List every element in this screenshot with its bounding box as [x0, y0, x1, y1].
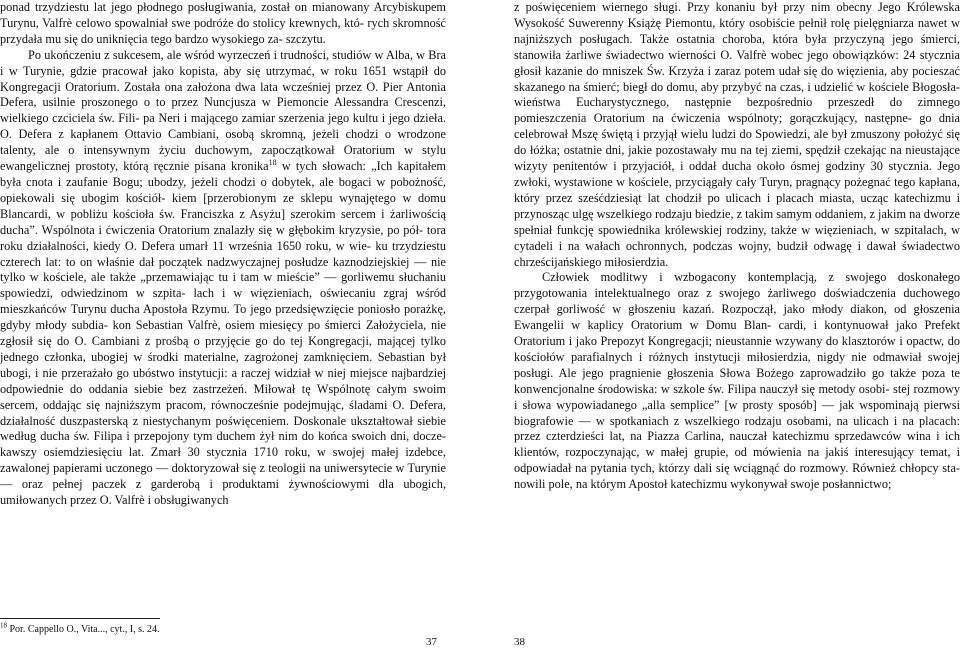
- text-line: i tam w mieście” — gorliwemu słuchaniu spowiedzi, odwiedzinom w szpita-: [0, 270, 446, 301]
- text-line: stej rozmowy i słowa wypowiadanego „alla semplice” [w prosty sposób] —: [514, 381, 960, 412]
- text-line: pa Neri i mającego zamiar szerzenia jego kultu i jego dzieła. O. Defera: [0, 111, 446, 142]
- text-line: w Alba, w Bra i w Turynie, gdzie pracował jako kopista, aby się utrzymać,: [0, 47, 446, 78]
- paragraph-preaching: [514, 270, 960, 493]
- text-line: zmuszony położyć się do łóżka; ostatnie dni, jakie pozostawały mu na tej: [514, 127, 960, 158]
- paragraph-studies-and-oratory: [0, 48, 446, 509]
- text-line: kawszy osiemdziesięciu lat. Zmarł 30 stycznia 1710 roku, w swojej małej: [0, 445, 399, 460]
- text-line: O. Valfrè wobec jego obowiązków: 24 stycznia głosił kazanie do mniszek: [514, 47, 960, 78]
- text-line: kiem [przerobionym ze sklepu wynajętego w domu Blancardi, w pobliżu: [0, 190, 446, 221]
- text-line: w roku 1651 wstąpił do Kongregacji Oratorium. Została ona założona dwa: [0, 63, 446, 94]
- left-page: [0, 0, 446, 652]
- text-line: z poświęceniem wiernego sługi. Przy konaniu był przy nim obecny Jego: [514, 0, 901, 14]
- text-line: lata wcześniej przez O. Pier Antonia Defera, usilnie proszonego o to przez: [0, 79, 447, 110]
- text-line: nauczał katechizmu sprzedawców wina i ich klientów, rozpoczynając,: [514, 429, 960, 460]
- text-line: cardi, i kontynuował jako Prefekt Oratorium i jako Prepozyt Kongregacji;: [514, 318, 960, 349]
- text-line: w stylu ewangelicznej prostoty, którą ręcznie pisana kronika: [0, 143, 446, 174]
- text-line: Człowiek modlitwy i wzbogacony kontemplacją, z swojego doskonałego: [542, 270, 960, 285]
- paragraph-death-of-valfre: [514, 0, 960, 270]
- text-line: w tych słowach: „Ich kapitałem była cnota i zaufanie Bogu; ubodzy, jeżeli: [0, 159, 446, 189]
- text-line: ponad trzydziestu lat jego płodnego posługiwania, został on mianowany: [0, 0, 370, 14]
- text-line: Rzymu. To jego przedsięwzięcie poniosło porażkę, gdyby młody subdia-: [0, 302, 446, 333]
- text-line: młody diakon, od głoszenia Ewangelii w kaplicy Oratorium w Domu Blan-: [514, 302, 960, 333]
- text-line: talenty, ale o intensywnym życiu duchowym, zapoczątkował Oratorium: [0, 143, 395, 158]
- text-line: pytania tych, którzy dali się wciągnąć do rozmowy. Również chłopcy sta-: [590, 461, 960, 476]
- footnote-text: Por. Cappello O., Vita..., cyt., I, s. 24.: [9, 624, 160, 635]
- text-line: wieństwa Eucharystycznego, następnie bezpośrednio przeszedł do zimnego: [514, 95, 960, 110]
- text-line: w więzieniach, w szpitalach, w cytadeli i na wałach ochronnych, podczas: [514, 222, 960, 253]
- text-line: izdebce, zawalonej papierami uczonego — doktoryzował się z teologii na: [0, 445, 446, 476]
- text-line: Miłował tę Wspólnotę całym swoim sercem, oddając się najniższym pracom,: [0, 381, 446, 412]
- text-line: przygotowania intelektualnego oraz z swojego żarliwego doświadczenia: [514, 286, 896, 301]
- text-line: tora roku działalności, kiedy O. Defera umarł 11 września 1650 roku, w wie-: [0, 222, 446, 253]
- text-line: jego pragnienie głoszenia Słowa Bożego zaprowadziło go także poza te: [582, 365, 960, 380]
- text-line: duchowego czerpał gorliwość w głoszeniu kazań. Rozpoczął, jako: [514, 286, 960, 317]
- text-line: osobami, na ulicach i na placach: przez czterdzieści lat, na Piazza Carlina,: [514, 413, 960, 444]
- text-line: równocześnie podejmując, śladami O. Defera, działalność duszpasterską: [0, 397, 446, 428]
- text-line: szczytu.: [285, 31, 326, 46]
- text-line: do O. Cambiani z prośbą o przyjęcie go do tej Kongregacji, mającej tylko: [57, 334, 447, 349]
- text-line: Św. Krzyża i zaraz potem udał się do więzienia, aby pocieszać skazanego na: [514, 63, 960, 94]
- text-line: Sebastian był ubogi, i nie przerażało go ubóstwo instytucji: a raczej widział: [0, 349, 446, 380]
- text-line: żywnościowymi dla ubogich, umiłowanych przez O. Valfrè i obsługiwanych: [0, 477, 447, 508]
- text-line: nieustannie wzywany do klasztorów i opactw, do kościołów parafialnych: [514, 334, 960, 364]
- footnote-reference: 18: [268, 157, 277, 167]
- text-line: kościoła św. Franciszka z Asyżu] szerokim sercem i żarliwością ducha”.: [0, 206, 447, 237]
- page-number-right: 38: [514, 636, 525, 648]
- text-line: nowili pole, na którym Apostoł katechizmu wykonywał swoje posłannictwo;: [514, 477, 892, 492]
- text-line: rych skromność przydała mu się do uniknięcia tego bardzo wysokiego za-: [0, 15, 446, 46]
- text-line: i różnych instytucji miłosierdzia, nigdy nie odmawiał swojej posługi. Ale: [514, 349, 960, 380]
- text-line: ku trzydziestu czterech lat: to on właśnie dał początek nadzwyczajnej: [0, 238, 446, 269]
- text-line: z niestychanym poświęceniem. Doskonale ukształtował siebie według ducha: [0, 413, 446, 444]
- text-line: z kapłanem Ottavio Cambiani, osobą skromną, jeżeli chodzi o wrodzone: [58, 127, 446, 142]
- text-line: przyciągały cały Turyn, pragnący pożegnać tego kapłana, który przez: [514, 174, 960, 205]
- text-line: z jakim na dworze spełniał funkcję spowiednika królewskiej rodziny, także: [514, 206, 960, 237]
- text-line: posłudze kaznodziejskiej — nie tylko w kościele, ale także „przemawiając tu: [0, 254, 446, 285]
- text-line: jednego członka, ubogiej w środki materialne, zagrożonej zamknięciem.: [0, 349, 373, 364]
- text-line: w niej miejsce najbardziej odpowiednie do oddania siebie bez zastrzeżeń.: [0, 365, 447, 396]
- text-line: go dnia celebrował Mszę świętą i przyjął wielu ludzi do Spowiedzi, ale był: [514, 111, 960, 142]
- text-line: pomieszczenia Oratorium na ćwiczenia wspólnoty; gorączkujący, następne-: [514, 111, 912, 126]
- left-page-text-column: [0, 0, 446, 509]
- text-line: śmierć; biegł do domu, aby przybyć na czas, i udzielić w kościele Błogosła-: [583, 79, 960, 94]
- text-line: Po ukończeniu z sukcesem, ale wśród wyrzeczeń i trudności, studiów: [28, 47, 372, 62]
- text-line: rolę pielęgniarza nawet w najniższych posługach. Także ostatnia choroba,: [514, 15, 960, 46]
- text-line: lach i w więzieniach, oświecaniu zgraj wśród mieszkańców Turynu ducha Apostoła: [0, 286, 446, 317]
- text-line: uniwersytecie w Turynie — oraz pełnej paczek z garderobą i produktami: [0, 461, 446, 492]
- text-line: wojny, budził odwagę i dawał świadectwo chrześcijańskiego miłosierdzia.: [514, 238, 960, 269]
- text-line: Nuncjusza w Piemoncie Alessandra Crescenzi, wielkiego czciciela św. Fili-: [0, 95, 446, 126]
- paragraph-intro-fragment: [0, 0, 446, 48]
- text-line: chodzi o dobytek, ale bogaci w pobożność, opiekowali się ubogim kościół-: [0, 174, 446, 205]
- text-line: i przynosząc ulgę wszelkiego rodzaju biedzie, z takim samym oddaniem,: [514, 190, 960, 221]
- text-line: kon Sebastian Valfrè, osiem miesięcy po śmierci Założyciela, nie zgłosił się: [0, 318, 447, 349]
- right-page: [514, 0, 960, 652]
- text-line: Wspólnota i ćwiczenia Oratorium znalazły się w głębokim kryzysie, po pół-: [41, 222, 424, 237]
- text-line: św. Filipa i przepojony tym duchem żył nim do końca swoich dni, docze-: [73, 429, 446, 444]
- text-line: Królewska Wysokość Suwerenny Książę Piemontu, który osobiście pełnił: [514, 0, 960, 30]
- text-line: ziemi, spędził czekając na nieustające wizyty penitentów i przyjaciół, i oddał: [514, 143, 960, 174]
- text-line: ducha około ósmej godziny 30 stycznia. Jego zwłoki, wystawione w kościele,: [514, 159, 960, 189]
- text-line: Arcybiskupem Turynu, Valfrè celowo spowalniał swe podróże do stolicy krewnych, któ-: [0, 0, 446, 30]
- text-line: w małej grupie, od mówienia na jakiś interesujący temat, i odpowiadał na: [514, 445, 960, 476]
- footnote-divider: [0, 618, 160, 619]
- text-line: sześćdziesiąt lat chodził po ulicach i placach miasta, ucząc katechizmu: [578, 190, 951, 205]
- page-number-left: 37: [426, 636, 437, 648]
- footnote-number: 18: [0, 621, 7, 630]
- text-line: konwencjonalne środowiska: w szkole św. Filipa nauczył się metody osobi-: [514, 381, 890, 396]
- footnote: [0, 621, 420, 636]
- text-line: jak wspominają pierwsi biografowie — w spotkaniach z wszelkiego rodzaju: [514, 397, 960, 428]
- right-page-text-column: [514, 0, 960, 493]
- text-line: która była przyczyną jego śmierci, stanowiła żarliwe świadectwo wierności: [514, 31, 960, 62]
